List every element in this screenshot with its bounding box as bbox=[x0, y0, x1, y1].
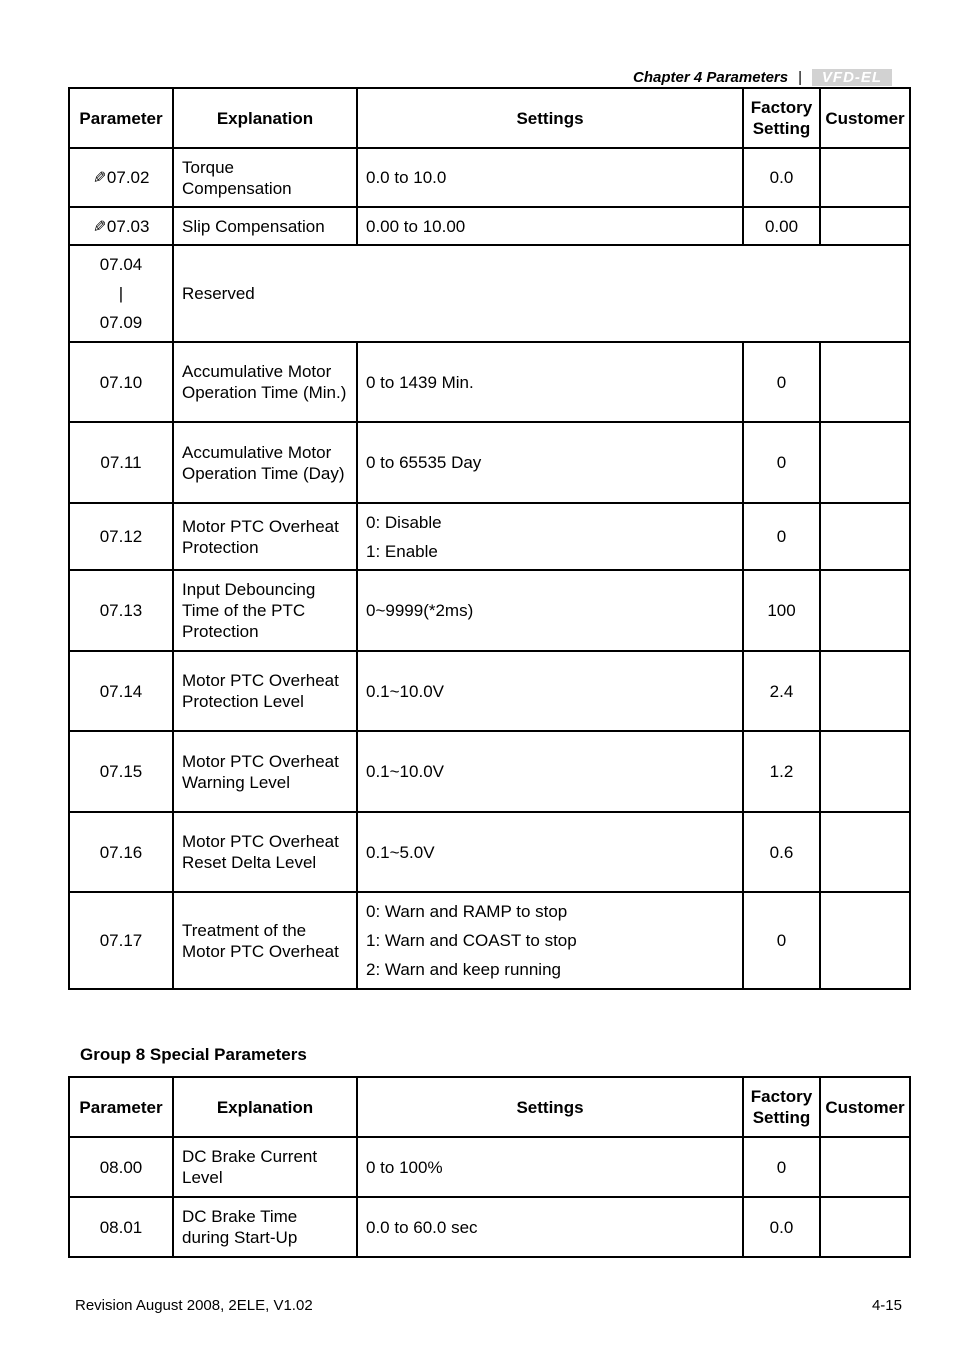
settings-cell bbox=[357, 731, 743, 812]
explanation-cell: Treatment of the Motor PTC Overheat bbox=[173, 892, 357, 989]
table-row bbox=[69, 503, 910, 570]
col-header-explanation: Explanation bbox=[173, 88, 357, 148]
table-row bbox=[69, 245, 910, 342]
table-row bbox=[69, 1137, 910, 1197]
settings-cell bbox=[357, 1197, 743, 1257]
col-header-settings: Settings bbox=[357, 1077, 743, 1137]
setting-option: 0.1~10.0V bbox=[366, 762, 444, 781]
table-row bbox=[69, 148, 910, 207]
header-divider: | bbox=[798, 68, 802, 86]
table-row bbox=[69, 570, 910, 651]
parameter-cell bbox=[69, 731, 173, 812]
factory-setting-cell: 2.4 bbox=[743, 651, 820, 731]
setting-option: 1: Enable bbox=[366, 541, 438, 561]
explanation-cell: Motor PTC Overheat Protection bbox=[173, 503, 357, 570]
col-header-customer: Customer bbox=[820, 1077, 910, 1137]
parameter-table-group-8 bbox=[68, 1076, 911, 1258]
page-header bbox=[633, 66, 892, 88]
factory-setting-cell: 0.0 bbox=[743, 148, 820, 207]
vfd-el-logo: VFD-EL bbox=[812, 69, 892, 86]
parameter-cell bbox=[69, 1137, 173, 1197]
customer-cell bbox=[820, 651, 910, 731]
customer-cell bbox=[820, 731, 910, 812]
parameter-code: 07.10 bbox=[99, 372, 143, 392]
factory-setting-cell: 0 bbox=[743, 342, 820, 422]
factory-setting-cell: 0 bbox=[743, 1137, 820, 1197]
settings-cell bbox=[357, 342, 743, 422]
parameter-cell bbox=[69, 570, 173, 651]
col-header-factory-setting: Factory Setting bbox=[743, 88, 820, 148]
parameter-code: 08.00 bbox=[99, 1157, 143, 1177]
parameter-code: 07.12 bbox=[99, 527, 143, 546]
customer-cell bbox=[820, 1197, 910, 1257]
customer-cell bbox=[820, 503, 910, 570]
setting-option: 2: Warn and keep running bbox=[366, 960, 561, 979]
explanation-cell: DC Brake Current Level bbox=[173, 1137, 357, 1197]
table-row bbox=[69, 342, 910, 422]
explanation-cell: Torque Compensation bbox=[173, 148, 357, 207]
explanation-cell: Accumulative Motor Operation Time (Min.) bbox=[173, 342, 357, 422]
editable-pen-icon: ✎ bbox=[92, 218, 106, 236]
parameter-code: 07.17 bbox=[99, 931, 143, 950]
table-row bbox=[69, 1197, 910, 1257]
parameter-cell bbox=[69, 1197, 173, 1257]
setting-option: 0 to 100% bbox=[366, 1157, 443, 1177]
explanation-cell: DC Brake Time during Start-Up bbox=[173, 1197, 357, 1257]
parameter-table-group-7 bbox=[68, 87, 911, 990]
footer-page-number: 4-15 bbox=[871, 1297, 902, 1314]
customer-cell bbox=[820, 207, 910, 245]
parameter-code: 07.13 bbox=[99, 601, 143, 620]
explanation-cell: Accumulative Motor Operation Time (Day) bbox=[173, 422, 357, 503]
parameter-cell bbox=[69, 812, 173, 892]
parameter-cell bbox=[69, 503, 173, 570]
setting-option: 0~9999(*2ms) bbox=[366, 601, 474, 620]
parameter-code: 07.03 bbox=[106, 216, 150, 236]
parameter-cell bbox=[69, 148, 173, 207]
factory-setting-cell: 0 bbox=[743, 892, 820, 989]
col-header-factory-setting: Factory Setting bbox=[743, 1077, 820, 1137]
setting-option: 0.1~10.0V bbox=[366, 681, 444, 701]
footer-revision: Revision August 2008, 2ELE, V1.02 bbox=[75, 1297, 313, 1314]
parameter-code: 08.01 bbox=[99, 1217, 143, 1237]
parameter-cell bbox=[69, 245, 173, 342]
setting-option: 0 to 65535 Day bbox=[366, 453, 482, 472]
explanation-cell: Motor PTC Overheat Warning Level bbox=[173, 731, 357, 812]
settings-cell bbox=[357, 422, 743, 503]
factory-setting-cell: 0.00 bbox=[743, 207, 820, 245]
settings-cell bbox=[357, 570, 743, 651]
factory-setting-cell: 0 bbox=[743, 503, 820, 570]
explanation-cell: Motor PTC Overheat Protection Level bbox=[173, 651, 357, 731]
settings-cell bbox=[357, 148, 743, 207]
setting-option: 0 to 1439 Min. bbox=[366, 372, 474, 392]
table-header-row bbox=[69, 1077, 910, 1137]
parameter-code: 07.11 bbox=[100, 453, 142, 472]
settings-cell bbox=[357, 503, 743, 570]
parameter-code: 07.14 bbox=[99, 681, 143, 701]
setting-option: 0: Warn and RAMP to stop bbox=[366, 902, 568, 921]
settings-cell bbox=[357, 812, 743, 892]
col-header-customer: Customer bbox=[820, 88, 910, 148]
col-header-settings: Settings bbox=[357, 88, 743, 148]
parameter-code: 07.04 | 07.09 bbox=[99, 255, 143, 332]
table-row bbox=[69, 651, 910, 731]
customer-cell bbox=[820, 892, 910, 989]
explanation-cell: Input Debouncing Time of the PTC Protection bbox=[173, 570, 357, 651]
parameter-code: 07.02 bbox=[106, 168, 150, 187]
factory-setting-cell: 0 bbox=[743, 422, 820, 503]
settings-cell bbox=[357, 207, 743, 245]
parameter-cell bbox=[69, 422, 173, 503]
chapter-title: Chapter 4 Parameters bbox=[633, 68, 789, 86]
customer-cell bbox=[820, 148, 910, 207]
parameter-cell bbox=[69, 207, 173, 245]
parameter-code: 07.15 bbox=[99, 762, 143, 781]
setting-option: 0: Disable bbox=[366, 512, 442, 532]
table-row bbox=[69, 422, 910, 503]
setting-option: 0.00 to 10.00 bbox=[366, 216, 466, 236]
factory-setting-cell: 0.0 bbox=[743, 1197, 820, 1257]
setting-option: 0.0 to 60.0 sec bbox=[366, 1217, 478, 1237]
parameter-code: 07.16 bbox=[99, 842, 143, 862]
explanation-cell: Motor PTC Overheat Reset Delta Level bbox=[173, 812, 357, 892]
settings-cell bbox=[357, 892, 743, 989]
table-row bbox=[69, 207, 910, 245]
factory-setting-cell: 100 bbox=[743, 570, 820, 651]
factory-setting-cell: 1.2 bbox=[743, 731, 820, 812]
setting-option: 1: Warn and COAST to stop bbox=[366, 931, 577, 950]
customer-cell bbox=[820, 1137, 910, 1197]
parameter-cell bbox=[69, 892, 173, 989]
customer-cell bbox=[820, 422, 910, 503]
col-header-parameter: Parameter bbox=[69, 1077, 173, 1137]
customer-cell bbox=[820, 570, 910, 651]
table-row bbox=[69, 812, 910, 892]
parameter-cell bbox=[69, 651, 173, 731]
table-header-row bbox=[69, 88, 910, 148]
parameter-cell bbox=[69, 342, 173, 422]
editable-pen-icon: ✎ bbox=[92, 170, 106, 187]
settings-cell bbox=[357, 1137, 743, 1197]
col-header-parameter: Parameter bbox=[69, 88, 173, 148]
table-row bbox=[69, 892, 910, 989]
col-header-explanation: Explanation bbox=[173, 1077, 357, 1137]
customer-cell bbox=[820, 812, 910, 892]
setting-option: 0.1~5.0V bbox=[366, 842, 435, 862]
explanation-cell: Reserved bbox=[173, 245, 910, 342]
section-title: Group 8 Special Parameters bbox=[80, 1045, 307, 1064]
table-row bbox=[69, 731, 910, 812]
factory-setting-cell: 0.6 bbox=[743, 812, 820, 892]
explanation-cell: Slip Compensation bbox=[173, 207, 357, 245]
customer-cell bbox=[820, 342, 910, 422]
setting-option: 0.0 to 10.0 bbox=[366, 168, 447, 187]
settings-cell bbox=[357, 651, 743, 731]
